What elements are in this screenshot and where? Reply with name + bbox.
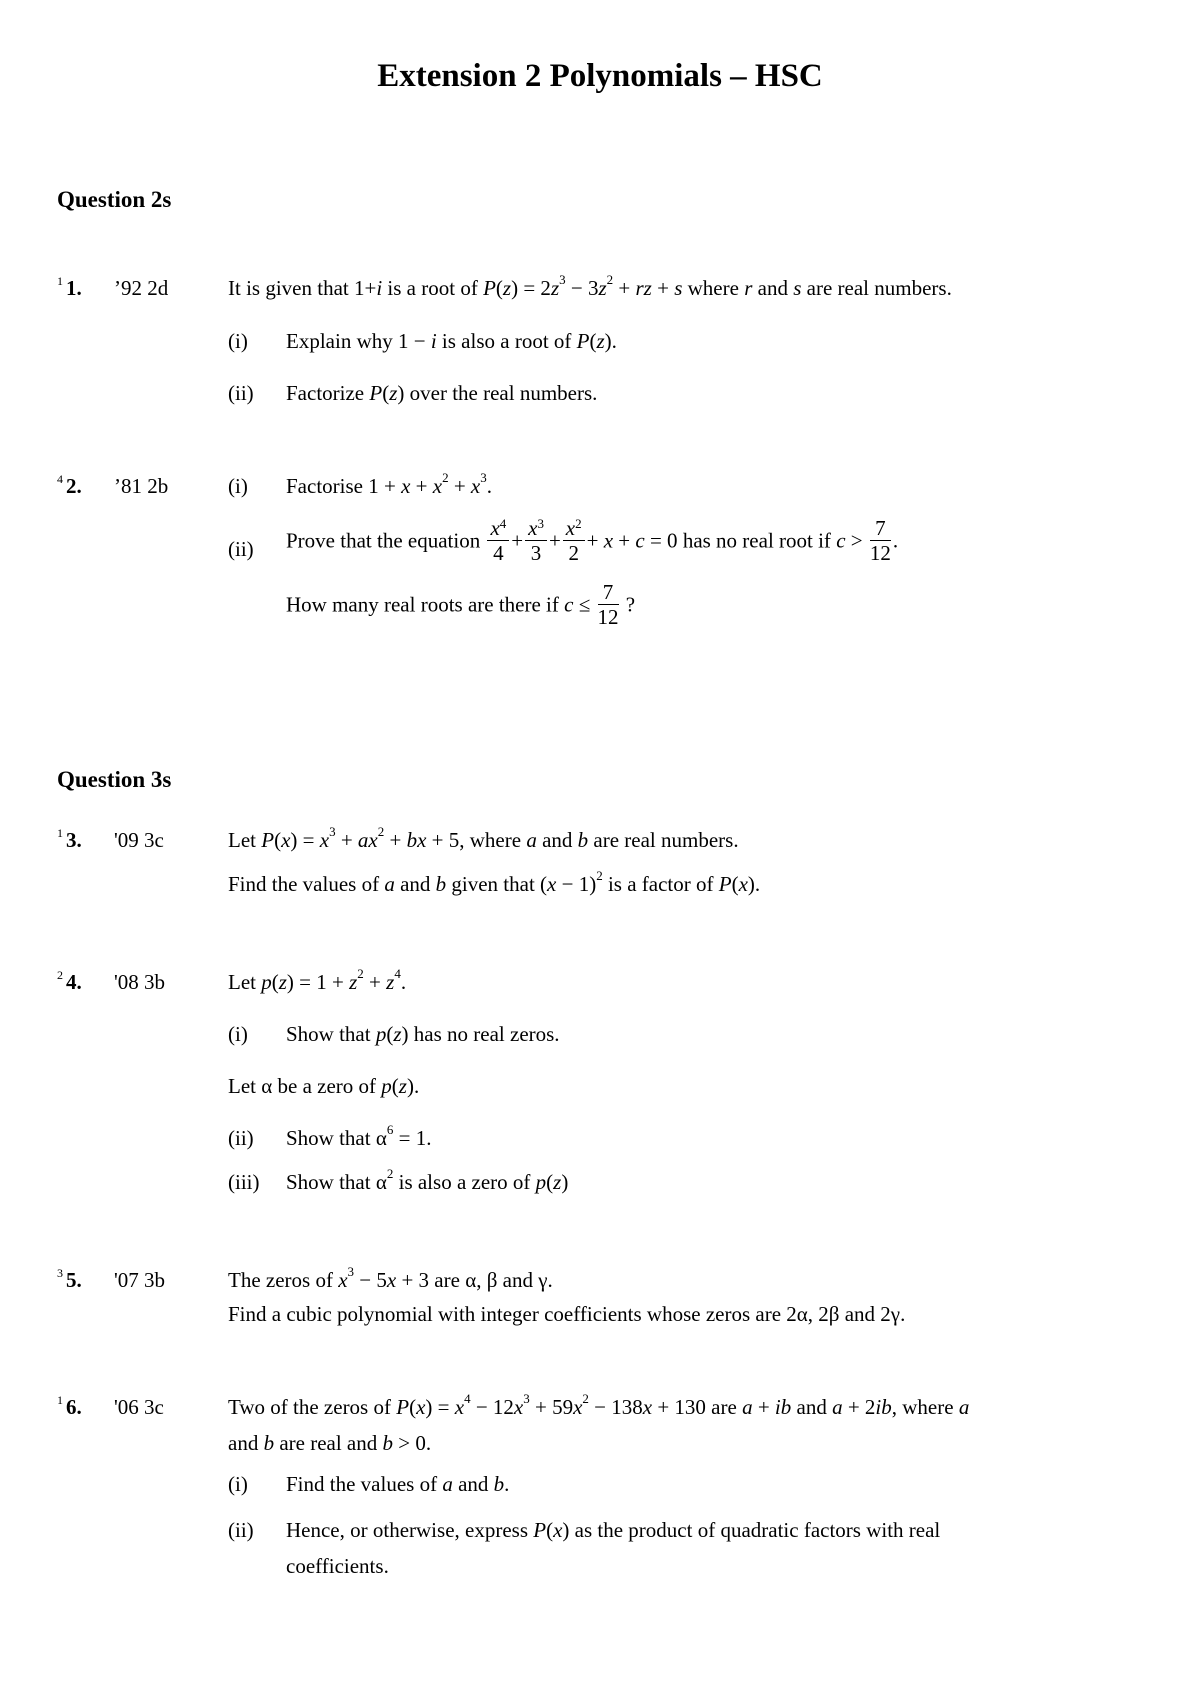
question-5-line-2: Find a cubic polynomial with integer coefficients whose zeros are 2α, 2β and 2γ.	[228, 1302, 906, 1326]
question-2-part-ii-followup: How many real roots are there if c ≤ $\frac{7}{12}$ ?	[286, 580, 636, 629]
question-6-line-2: and b are real and b > 0.	[228, 1431, 432, 1455]
question-number: 2.	[66, 474, 82, 498]
question-6-part-ii-continued: coefficients.	[286, 1554, 389, 1578]
question-1-part-i: Explain why 1 − i is also a root of P(z).	[286, 329, 617, 353]
question-2-part-ii-label: (ii)	[228, 537, 254, 561]
question-number: 5.	[66, 1268, 82, 1292]
question-4-let-alpha: Let α be a zero of p(z).	[228, 1074, 420, 1098]
difficulty-marker: 4	[57, 472, 63, 486]
question-6-reference: '06 3c	[114, 1395, 164, 1419]
section-heading-question-3s: Question 3s	[57, 767, 172, 792]
question-4-part-iii-label: (iii)	[228, 1170, 260, 1194]
question-4-number	[57, 970, 82, 995]
question-1-number	[57, 276, 82, 301]
page-title: Extension 2 Polynomials – HSC	[377, 58, 823, 94]
question-1-part-ii-label: (ii)	[228, 381, 254, 405]
question-number: 6.	[66, 1395, 82, 1419]
question-6-number	[57, 1395, 82, 1420]
question-2-part-i-label: (i)	[228, 474, 248, 498]
question-number: 3.	[66, 828, 82, 852]
question-4-reference: '08 3b	[114, 970, 166, 994]
difficulty-marker: 1	[57, 274, 63, 288]
question-6-part-ii: Hence, or otherwise, express P(x) as the product of quadratic factors with real	[286, 1518, 941, 1542]
question-3-line-2: Find the values of a and b given that $(x - 1)^2$ is a factor of P(x).	[228, 868, 761, 896]
question-6-line-1: Two of the zeros of $P(x) = x^4 - 12x^3 + 59x^2 - 138x + 130$ are a + ib and a + 2ib, where a	[228, 1391, 970, 1419]
question-2-part-i: Factorise $1 + x + x^2 + x^3$.	[286, 470, 492, 498]
difficulty-marker: 1	[57, 826, 63, 840]
question-4-part-i: Show that p(z) has no real zeros.	[286, 1022, 560, 1046]
question-number: 1.	[66, 276, 82, 300]
question-3-number	[57, 828, 82, 853]
question-6-part-i: Find the values of a and b.	[286, 1472, 510, 1496]
question-2-reference: ’81 2b	[114, 474, 169, 498]
difficulty-marker: 1	[57, 1393, 63, 1407]
question-1-statement: It is given that 1+i is a root of $P(z) = 2z^3 - 3z^2$ + rz + s where r and s are real numbers.	[228, 272, 952, 300]
question-2-part-ii: Prove that the equation $\frac{x^4}{4}$ + $\frac{x^3}{3}$ + $\frac{x^2}{2}$ + x + c = 0 has no real root if c > $\frac{7}{12}$ .	[286, 516, 899, 565]
question-1-part-i-label: (i)	[228, 329, 248, 353]
difficulty-marker: 2	[57, 968, 63, 982]
question-4-part-iii: Show that $\alpha^2$ is also a zero of p(z)	[286, 1166, 569, 1194]
question-1-part-ii: Factorize P(z) over the real numbers.	[286, 381, 598, 405]
question-5-line-1: The zeros of $x^3 - 5x + 3$ are α, β and γ.	[228, 1264, 553, 1292]
question-4-part-i-label: (i)	[228, 1022, 248, 1046]
question-number: 4.	[66, 970, 82, 994]
question-1-reference: ’92 2d	[114, 276, 169, 300]
section-heading-question-2s: Question 2s	[57, 187, 172, 212]
question-4-part-ii-label: (ii)	[228, 1126, 254, 1150]
question-3-reference: '09 3c	[114, 828, 164, 852]
question-4-line-1: Let $p(z) = 1 + z^2 + z^4$.	[228, 966, 407, 994]
question-2-number	[57, 474, 82, 499]
question-4-part-ii: Show that $\alpha^6 = 1$.	[286, 1122, 432, 1150]
question-5-number	[57, 1268, 82, 1293]
question-6-part-ii-label: (ii)	[228, 1518, 254, 1542]
difficulty-marker: 3	[57, 1266, 63, 1280]
question-6-part-i-label: (i)	[228, 1472, 248, 1496]
question-3-line-1: Let $P(x) = x^3 + ax^2$ + bx + 5, where a and b are real numbers.	[228, 824, 739, 852]
question-5-reference: '07 3b	[114, 1268, 166, 1292]
